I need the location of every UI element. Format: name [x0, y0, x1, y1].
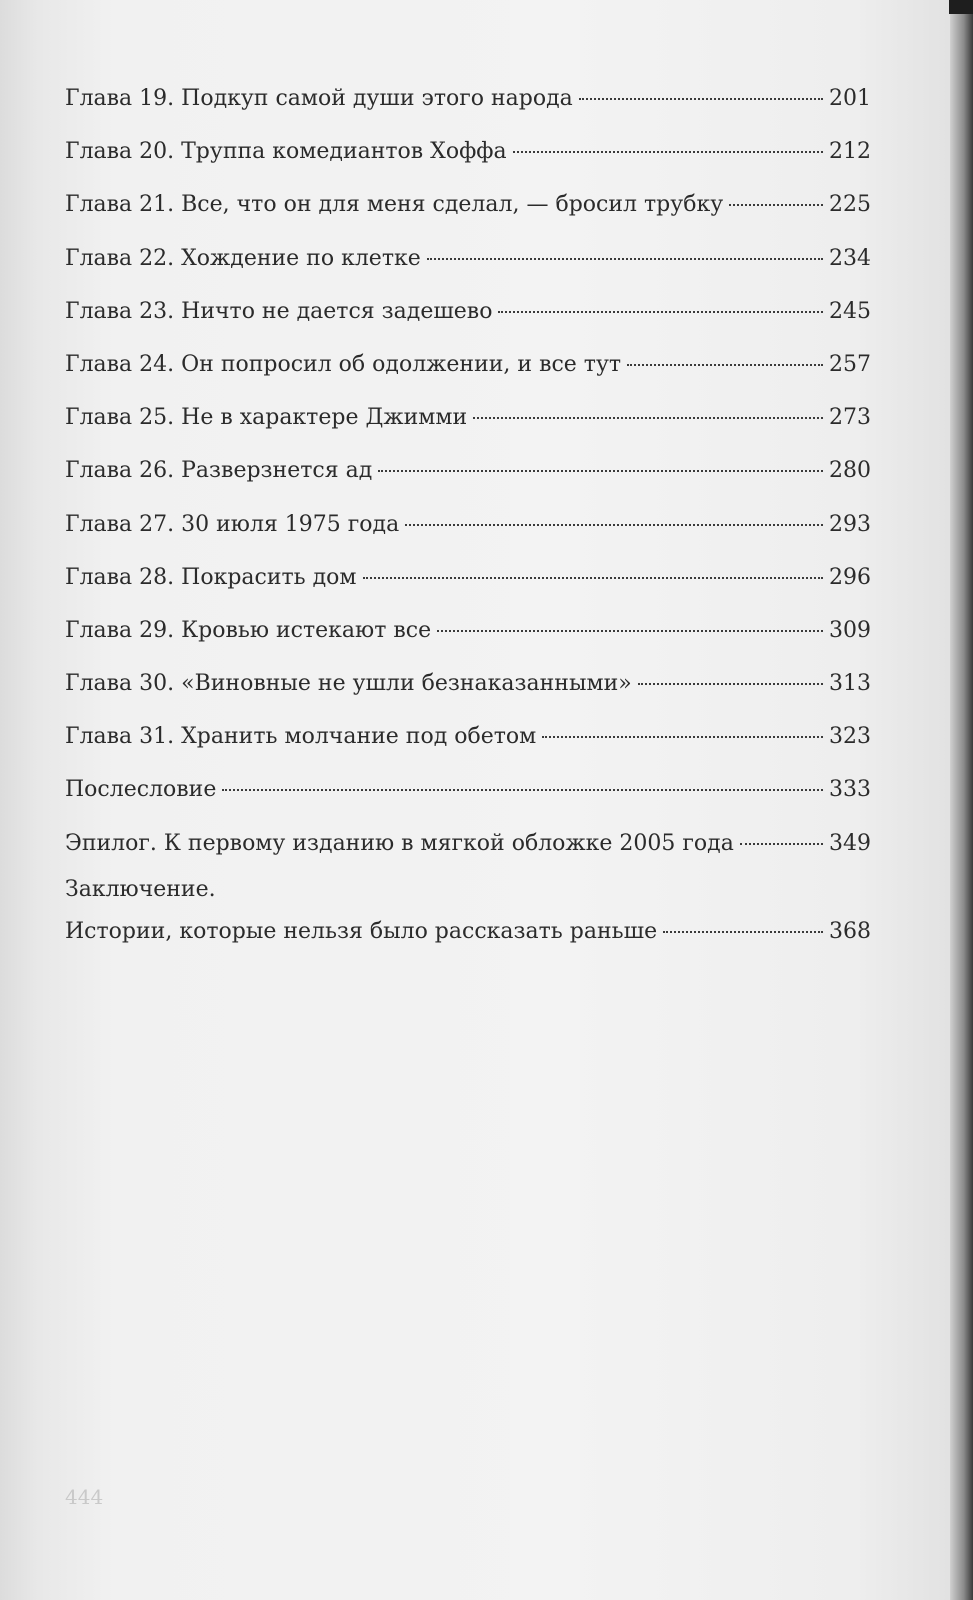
toc-entry-title: Истории, которые нельзя было рассказать раньше [65, 918, 658, 944]
toc-entry [65, 338, 871, 391]
page-edge-shadow [950, 0, 973, 1600]
toc-dot-leader [405, 524, 823, 526]
toc-entry-page: 293 [829, 511, 871, 537]
toc-entry-page: 333 [829, 777, 871, 803]
toc-entry [65, 657, 871, 710]
toc-entry-page: 368 [829, 918, 871, 944]
toc-dot-leader [427, 258, 823, 260]
toc-entry-page: 309 [829, 617, 871, 643]
toc-entry [65, 910, 871, 954]
toc-entry [65, 498, 871, 551]
toc-entry-title: Глава 20. Труппа комедиантов Хоффа [65, 139, 507, 165]
toc-entry [65, 178, 871, 231]
toc-section-heading: Заключение. [65, 876, 216, 902]
toc-dot-leader [363, 577, 823, 579]
toc-dot-leader [542, 736, 823, 738]
toc-dot-leader [627, 364, 823, 366]
toc-dot-leader [729, 204, 823, 206]
toc-entry-page: 349 [829, 830, 871, 856]
page-number: 444 [65, 1485, 104, 1509]
toc-entry-title: Глава 25. Не в характере Джимми [65, 405, 468, 431]
toc-entry-page: 313 [829, 671, 871, 697]
toc-dot-leader [579, 98, 823, 100]
toc-entry-title: Глава 30. «Виновные не ушли безнаказанными» [65, 671, 632, 697]
toc-entry [65, 817, 871, 870]
toc-entry-title: Глава 23. Ничто не дается задешево [65, 298, 493, 324]
toc-entry-page: 273 [829, 405, 871, 431]
table-of-contents [65, 72, 871, 954]
toc-entry [65, 604, 871, 657]
toc-entry-page: 234 [829, 245, 871, 271]
toc-entry [65, 710, 871, 763]
toc-entry-title: Глава 26. Разверзнется ад [65, 458, 373, 484]
toc-entry-title: Послесловие [65, 777, 217, 803]
toc-entry-title: Глава 31. Хранить молчание под обетом [65, 724, 537, 750]
page-corner [949, 0, 973, 14]
toc-entry-title: Глава 28. Покрасить дом [65, 564, 357, 590]
toc-entry-page: 245 [829, 298, 871, 324]
toc-dot-leader [437, 630, 823, 632]
toc-entry-page: 212 [829, 139, 871, 165]
toc-entry [65, 763, 871, 816]
toc-dot-leader [638, 683, 823, 685]
toc-dot-leader [378, 470, 823, 472]
toc-entry-page: 201 [829, 86, 871, 111]
toc-dot-leader [740, 843, 823, 845]
toc-entry-page: 257 [829, 351, 871, 377]
toc-entry [65, 125, 871, 178]
toc-entry [65, 232, 871, 285]
toc-entry [65, 444, 871, 497]
toc-entry-title: Эпилог. К первому изданию в мягкой обложке 2005 года [65, 830, 734, 856]
toc-dot-leader [663, 931, 823, 933]
toc-entry-page: 225 [829, 192, 871, 218]
toc-entry-title: Глава 27. 30 июля 1975 года [65, 511, 400, 537]
toc-entry-title: Глава 22. Хождение по клетке [65, 245, 421, 271]
toc-entry-page: 280 [829, 458, 871, 484]
toc-entry-title: Глава 24. Он попросил об одолжении, и все тут [65, 351, 622, 377]
toc-entry [65, 72, 871, 125]
toc-dot-leader [222, 789, 823, 791]
toc-entry-title: Глава 19. Подкуп самой души этого народа [65, 86, 573, 111]
toc-entry-title: Глава 21. Все, что он для меня сделал, — бросил трубку [65, 192, 724, 218]
toc-entry-page: 296 [829, 564, 871, 590]
toc-entry [65, 551, 871, 604]
toc-entry-title: Глава 29. Кровью истекают все [65, 617, 432, 643]
toc-entry-page: 323 [829, 724, 871, 750]
toc-entry [65, 285, 871, 338]
toc-dot-leader [513, 151, 823, 153]
toc-entry [65, 391, 871, 444]
toc-dot-leader [498, 311, 823, 313]
toc-dot-leader [473, 417, 823, 419]
